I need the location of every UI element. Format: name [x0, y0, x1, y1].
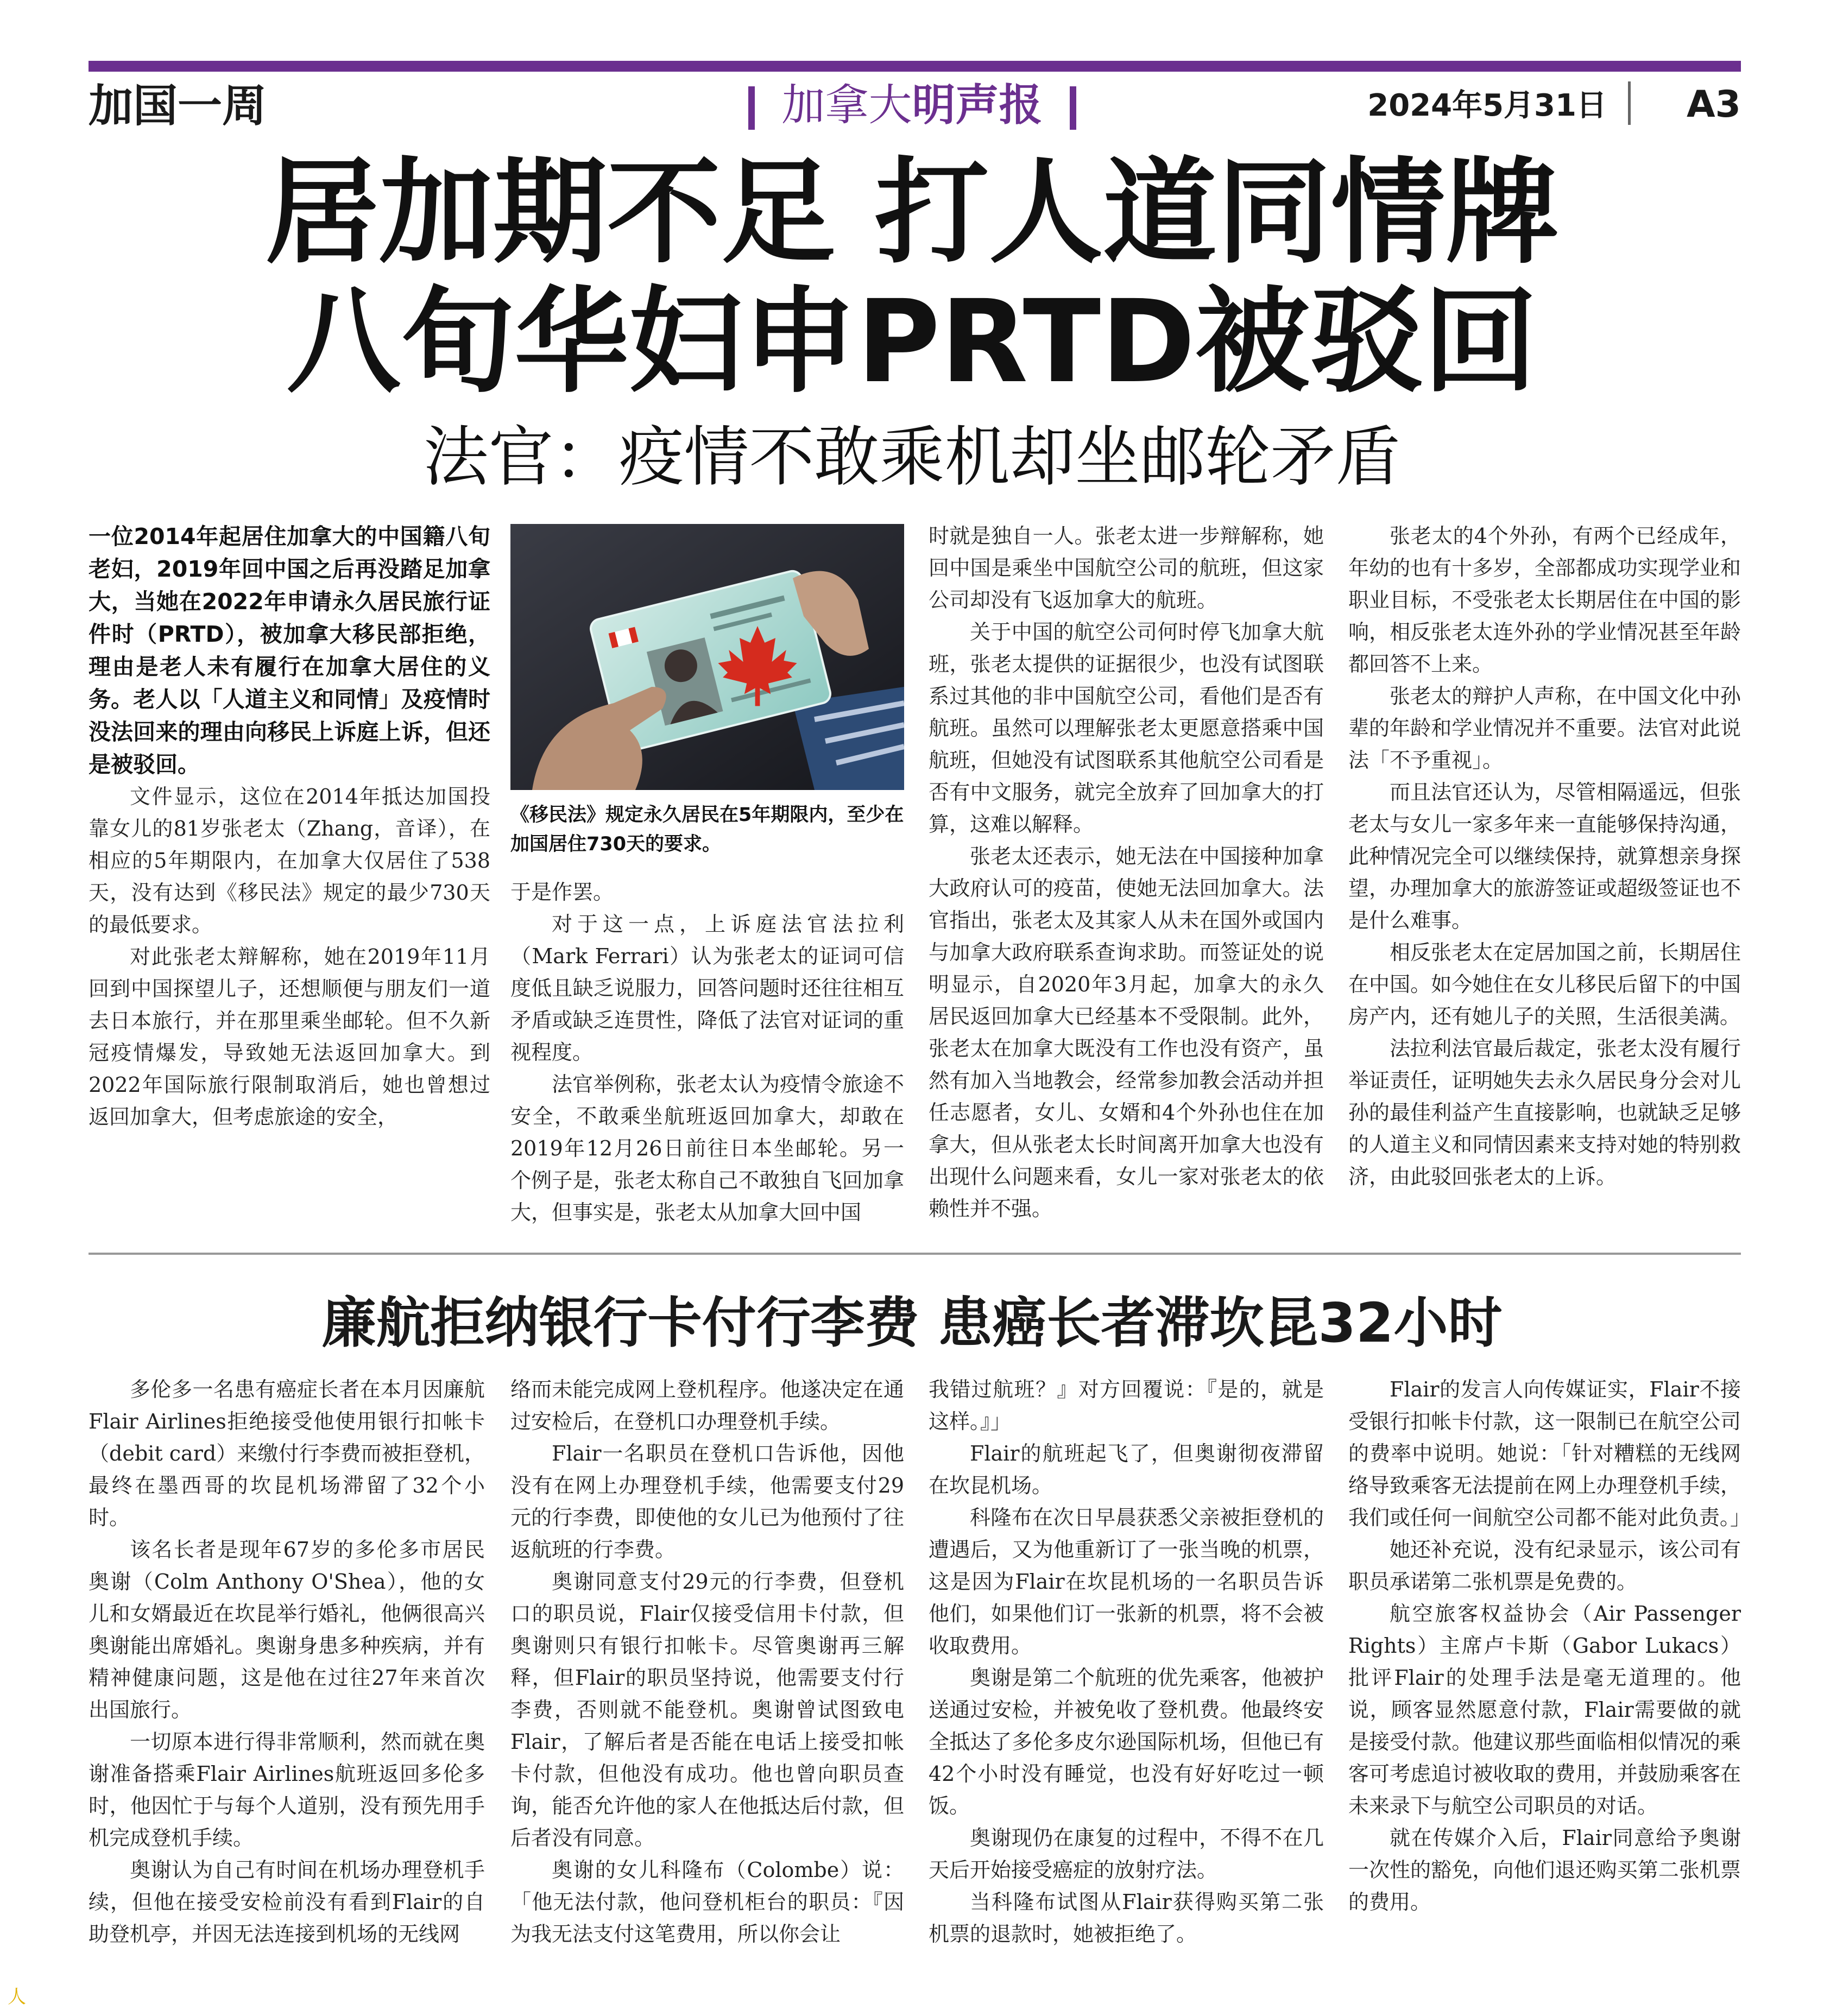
masthead-rule [89, 61, 1741, 72]
story1-column-4 [1348, 520, 1741, 1193]
story1-headline-line2: 八旬华妇申PRTD被驳回 [286, 275, 1538, 408]
story1-subheadline: 法官：疫情不敢乘机却坐邮轮矛盾 [423, 420, 1401, 495]
story2-column-1 [89, 1374, 485, 1950]
story2-col3-para: 科隆布在次日早晨获悉父亲被拒登机的遭遇后，又为他重新订了一张当晚的机票，这是因为Flair在坎昆机场的一名职员告诉他们，如果他们订一张新的机票，将不会被收取费用。 [929, 1506, 1324, 1658]
story1-col3-para: 时就是独自一人。张老太进一步辩解称，她回中国是乘坐中国航空公司的航班，但这家公司却没有飞返加拿大的航班。 [929, 524, 1324, 612]
story1-col4-para: 相反张老太在定居加国之前，长期居住在中国。如今她住在女儿移民后留下的中国房产内，还有她儿子的关照，生活很美满。 [1348, 940, 1741, 1028]
paper-name-bold: 明声报 [912, 80, 1043, 130]
story2-column-3 [929, 1374, 1324, 1950]
story1-col2-para: 法官举例称，张老太认为疫情令旅途不安全，不敢乘坐航班返回加拿大，却敢在2019年12月26日前往日本坐邮轮。另一个例子是，张老太称自己不敢独自飞回加拿大，但事实是，张老太从加拿大回中国 [510, 1072, 904, 1224]
story1-lead: 一位2014年起居住加拿大的中国籍八旬老妇，2019年回中国之后再没踏足加拿大，当她在2022年申请永久居民旅行证件时（PRTD），被加拿大移民部拒绝，理由是老人未有履行在加拿大居住的义务。老人以「人道主义和同情」及疫情时没法回来的理由向移民上诉庭上诉，但还是被驳回。 [89, 523, 490, 778]
story1-col4-para: 而且法官还认为，尽管相隔遥远，但张老太与女儿一家多年来一直能够保持沟通，此种情况完全可以继续保持，就算想亲身探望，办理加拿大的旅游签证或超级签证也不是什么难事。 [1348, 780, 1741, 932]
story2-col4-para: 航空旅客权益协会（Air Passenger Rights）主席卢卡斯（Gabor Lukacs）批评Flair的处理手法是毫无道理的。他说，顾客显然愿意付款，Flair需要做的就是接受付款。他建议那些面临相似情况的乘客可考虑追讨被收取的费用，并鼓励乘客在未来录下与航空公司职员的对话。 [1348, 1602, 1741, 1818]
publication-date: 2024年5月31日 [1367, 88, 1607, 123]
story2-col2-para: 络而未能完成网上登机程序。他遂决定在通过安检后，在登机口办理登机手续。 [510, 1377, 904, 1433]
story1-col4-para: 张老太的辩护人声称，在中国文化中孙辈的年龄和学业情况并不重要。法官对此说法「不予重视」。 [1348, 684, 1741, 772]
pr-card-photo [510, 524, 904, 790]
pr-card-illustration [510, 524, 904, 790]
story1-col2-para: 对于这一点，上诉庭法官法拉利（Mark Ferrari）认为张老太的证词可信度低且缺乏说服力，回答问题时还往往相互矛盾或缺乏连贯性，降低了法官对证词的重视程度。 [510, 912, 904, 1064]
story2-col3-para: 奥谢现仍在康复的过程中，不得不在几天后开始接受癌症的放射疗法。 [929, 1826, 1324, 1882]
story2-col3-para: Flair的航班起飞了，但奥谢彻夜滞留在坎昆机场。 [929, 1442, 1324, 1497]
paper-name-regular: 加拿大 [781, 80, 912, 130]
story-divider [89, 1253, 1741, 1255]
photo-caption: 《移民法》规定永久居民在5年期限内，至少在加国居住730天的要求。 [510, 804, 904, 855]
story2-column-2 [510, 1374, 904, 1950]
story1-col3-para: 张老太还表示，她无法在中国接种加拿大政府认可的疫苗，使她无法回加拿大。法官指出，张老太及其家人从未在国外或国内与加拿大政府联系查询求助。而签证处的说明显示，自2020年3月起，加拿大的永久居民返回加拿大已经基本不受限制。此外，张老太在加拿大既没有工作也没有资产，虽然有加入当地教会，经常参加教会活动并担任志愿者，女儿、女婿和4个外孙也住在加拿大，但从张老太长时间离开加拿大也没有出现什么问题来看，女儿一家对张老太的依赖性并不强。 [929, 844, 1324, 1221]
story2-col4-para: Flair的发言人向传媒证实，Flair不接受银行扣帐卡付款，这一限制已在航空公司的费率中说明。她说：「针对糟糕的无线网络导致乘客无法提前在网上办理登机手续，我们或任何一间航空公司都不能对此负责。」 [1348, 1377, 1751, 1530]
story1-column-3 [929, 520, 1324, 1225]
story2-col1-para: 一切原本进行得非常顺利，然而就在奥谢准备搭乘Flair Airlines航班返回多伦多时，他因忙于与每个人道别，没有预先用手机完成登机手续。 [89, 1730, 485, 1850]
story2-col1-para: 奥谢认为自己有时间在机场办理登机手续，但他在接受安检前没有看到Flair的自助登机亭，并因无法连接到机场的无线网 [89, 1858, 485, 1946]
story2-col2-para: 奥谢同意支付29元的行李费，但登机口的职员说，Flair仅接受信用卡付款，但奥谢则只有银行扣帐卡。尽管奥谢再三解释，但Flair的职员坚持说，他需要支付行李费，否则就不能登机。奥谢曾试图致电Flair，了解后者是否能在电话上接受扣帐卡付款，但他没有成功。他也曾向职员查询，能否允许他的家人在他抵达后付款，但后者没有同意。 [510, 1570, 904, 1850]
story2-col2-para: 奥谢的女儿科隆布（Colombe）说：「他无法付款，他问登机柜台的职员：『因为我无法支付这笔费用，所以你会让 [510, 1858, 904, 1946]
paper-name-bar-right [1070, 86, 1076, 130]
date-separator [1628, 81, 1631, 125]
story1-col1-para: 对此张老太辩解称，她在2019年11月回到中国探望儿子，还想顺便与朋友们一道去日本旅行，并在那里乘坐邮轮。但不久新冠疫情爆发，导致她无法返回加拿大。到2022年国际旅行限制取消后，她也曾想过返回加拿大，但考虑旅途的安全， [89, 945, 490, 1129]
story2-col4-para: 她还补充说，没有纪录显示，该公司有职员承诺第二张机票是免费的。 [1348, 1538, 1741, 1594]
story2-headline: 廉航拒纳银行卡付行李费 患癌长者滞坎昆32小时 [321, 1291, 1503, 1355]
page-number: A3 [1687, 83, 1741, 126]
story1-column-2 [510, 876, 904, 1229]
story1-column-1 [89, 520, 490, 1133]
story1-col4-para: 法拉利法官最后裁定，张老太没有履行举证责任，证明她失去永久居民身分会对儿孙的最佳利益产生直接影响，也就缺乏足够的人道主义和同情因素来支持对她的特别救济，由此驳回张老太的上诉。 [1348, 1037, 1741, 1189]
story2-col1-para: 该名长者是现年67岁的多伦多市居民奥谢（Colm Anthony O'Shea），他的女儿和女婿最近在坎昆举行婚礼，他俩很高兴奥谢能出席婚礼。奥谢身患多种疾病，并有精神健康问题，这是他在过往27年来首次出国旅行。 [89, 1538, 485, 1722]
section-label: 加国一周 [89, 80, 267, 132]
story2-col1-para: 多伦多一名患有癌症长者在本月因廉航Flair Airlines拒绝接受他使用银行扣帐卡（debit card）来缴付行李费而被拒登机，最终在墨西哥的坎昆机场滞留了32个小时。 [89, 1377, 485, 1530]
paper-name-bar-left [748, 86, 755, 130]
story1-headline-line1: 居加期不足 打人道同情牌 [264, 146, 1560, 279]
story2-col3-para: 奥谢是第二个航班的优先乘客，他被护送通过安检，并被免收了登机费。他最终安全抵达了多伦多皮尔逊国际机场，但他已有42个小时没有睡觉，也没有好好吃过一顿饭。 [929, 1666, 1324, 1818]
story2-col3-para: 我错过航班？』对方回覆说：『是的，就是这样。』」 [929, 1377, 1324, 1433]
story1-col3-para: 关于中国的航空公司何时停飞加拿大航班，张老太提供的证据很少，也没有试图联系过其他的非中国航空公司，看他们是否有航班。虽然可以理解张老太更愿意搭乘中国航班，但她没有试图联系其他航空公司看是否有中文服务，就完全放弃了回加拿大的打算，这难以解释。 [929, 620, 1324, 836]
story1-col4-para: 张老太的4个外孙，有两个已经成年，年幼的也有十多岁，全部都成功实现学业和职业目标，不受张老太长期居住在中国的影响，相反张老太连外孙的学业情况甚至年龄都回答不上来。 [1348, 524, 1741, 676]
story1-col2-para: 于是作罢。 [510, 880, 614, 904]
story1-col1-para: 文件显示，这位在2014年抵达加国投靠女儿的81岁张老太（Zhang，音译），在相应的5年期限内，在加拿大仅居住了538天，没有达到《移民法》规定的最少730天的最低要求。 [89, 785, 490, 937]
story2-column-4 [1348, 1374, 1751, 1918]
story2-col4-para: 就在传媒介入后，Flair同意给予奥谢一次性的豁免，向他们退还购买第二张机票的费用。 [1348, 1826, 1741, 1914]
story2-col2-para: Flair一名职员在登机口告诉他，因他没有在网上办理登机手续，他需要支付29元的行李费，即使他的女儿已为他预付了往返航班的行李费。 [510, 1442, 904, 1562]
story2-col3-para: 当科隆布试图从Flair获得购买第二张机票的退款时，她被拒绝了。 [929, 1890, 1324, 1946]
footer-mark: 人 [8, 1986, 26, 2008]
